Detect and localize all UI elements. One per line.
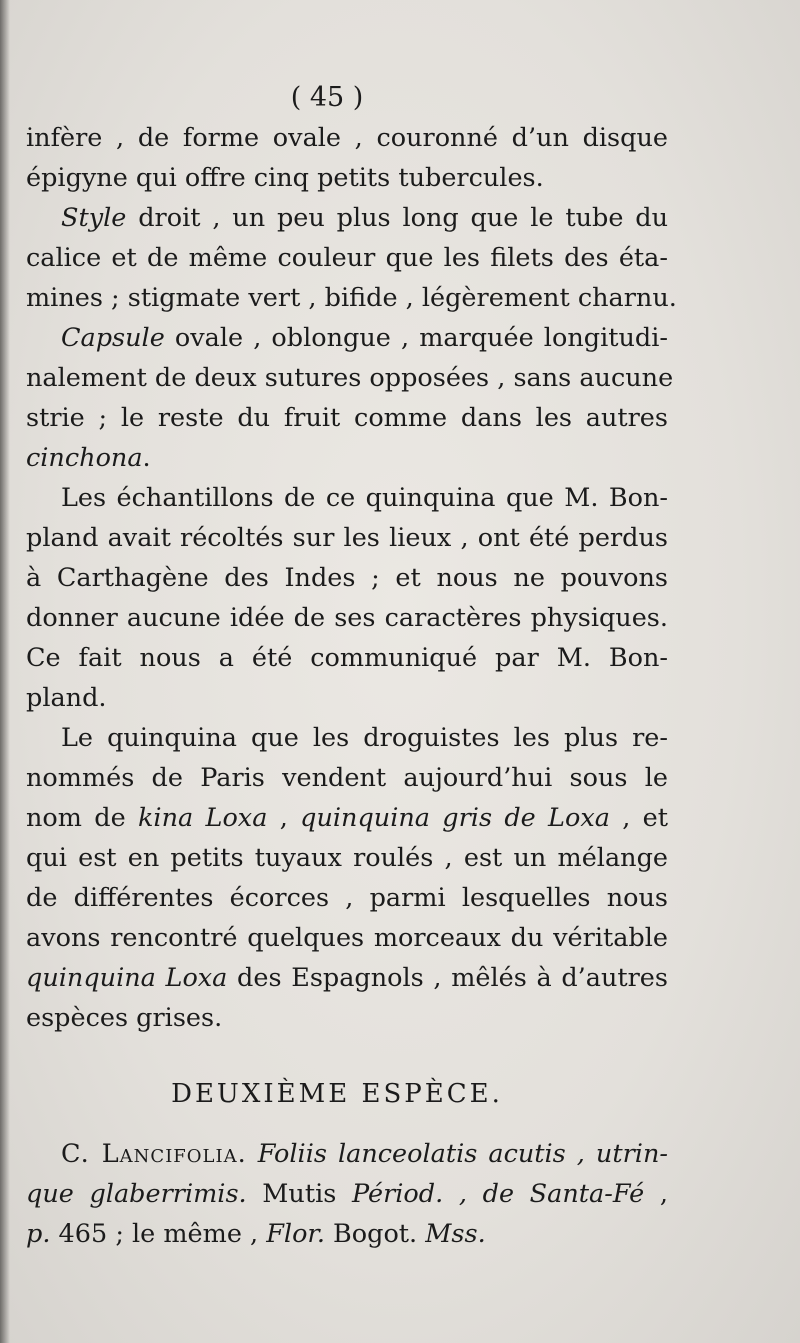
text-line: épigyne qui offre cinq petits tubercules. (26, 163, 544, 193)
text-run: des Espagnols , mêlés à d’autres (227, 963, 668, 993)
text-line (26, 798, 668, 838)
text-run: 465 ; le même , (50, 1219, 267, 1249)
text-line: nalement de deux sutures opposées , sans aucune (26, 363, 674, 393)
latin-diagnosis: Foliis lanceolatis acutis , utrin- (246, 1139, 668, 1169)
text-line: calice et de même couleur que les filets des éta- (26, 243, 668, 273)
paragraph-1 (26, 118, 668, 198)
text-run: , et (609, 803, 668, 833)
text-line: donner aucune idée de ses caractères physiques. (26, 603, 668, 633)
text-run: droit , un peu plus long que le tube du (126, 203, 668, 233)
text-line (26, 1134, 668, 1174)
text-line (26, 318, 668, 358)
text-line (26, 198, 668, 238)
drug-name: kina Loxa (137, 803, 268, 833)
text-line: mines ; stigmate vert , bifide , légèrement charnu. (26, 283, 677, 313)
paragraph-5 (26, 718, 668, 1038)
citation: Flor. (266, 1219, 325, 1249)
citation: Mss. (425, 1219, 486, 1249)
text-line: infère , de forme ovale , couronné d’un disque (26, 123, 668, 153)
species-name: quinquina Loxa (26, 963, 228, 993)
citation: p. (26, 1219, 51, 1249)
page-number: ( 45 ) (290, 82, 364, 113)
text-line: Les échantillons de ce quinquina que M. Bon- (61, 483, 668, 513)
text-line: avons rencontré quelques morceaux du véritable (26, 923, 668, 953)
species-title: C. Lancifolia. (61, 1139, 247, 1169)
text-run: , (644, 1179, 669, 1209)
text-block (26, 78, 677, 1254)
paragraph-3 (26, 318, 674, 478)
latin-diagnosis: que glaberrimis. (26, 1179, 247, 1209)
text-line: pland avait récoltés sur les lieux , ont été perdus (26, 523, 668, 553)
page-edge-shadow (0, 0, 10, 1343)
term-style: Style (61, 203, 127, 233)
text-line: espèces grises. (26, 1003, 223, 1033)
text-line: qui est en petits tuyaux roulés , est un mélange (26, 843, 668, 873)
text-line: de différentes écorces , parmi lesquelles nous (26, 883, 668, 913)
term-capsule: Capsule (61, 323, 165, 353)
section-heading: DEUXIÈME ESPÈCE. (171, 1079, 503, 1109)
text-line: nommés de Paris vendent aujourd’hui sous le (26, 763, 668, 793)
paragraph-4 (26, 478, 668, 718)
text-run: Bogot. (324, 1219, 426, 1249)
paragraph-2 (26, 198, 677, 318)
text-line: à Carthagène des Indes ; et nous ne pouvons (26, 563, 668, 593)
text-run: , (267, 803, 301, 833)
text-run: Mutis (246, 1179, 352, 1209)
text-line (26, 1214, 668, 1254)
text-run: nom de (26, 803, 138, 833)
citation: Périod. , de Santa-Fé (351, 1179, 645, 1209)
text-line: Le quinquina que les droguistes les plus re- (61, 723, 668, 753)
species-description (26, 1134, 668, 1254)
text-line (26, 1174, 668, 1214)
text-line: strie ; le reste du fruit comme dans les autres (26, 403, 668, 433)
text-run: . (142, 443, 151, 473)
genus-name: cinchona (26, 443, 143, 473)
text-line (26, 958, 668, 998)
text-line: Ce fait nous a été communiqué par M. Bon- (26, 643, 668, 673)
text-line (26, 438, 668, 478)
text-line: pland. (26, 683, 107, 713)
text-run: ovale , oblongue , marquée longitudi- (164, 323, 668, 353)
drug-name: quinquina gris de Loxa (300, 803, 610, 833)
